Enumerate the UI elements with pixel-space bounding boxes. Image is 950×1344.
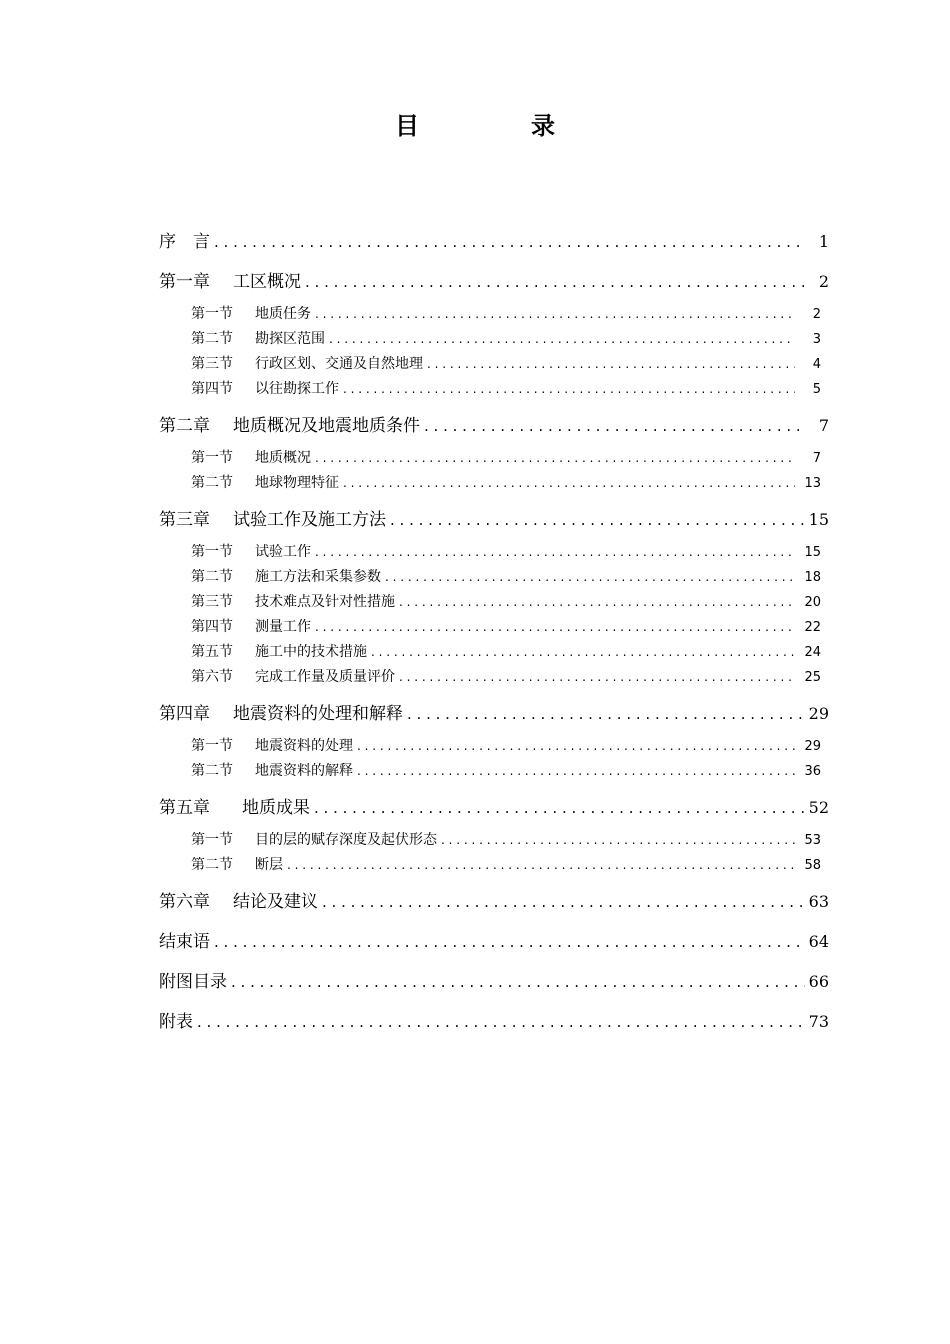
toc-entry-label [191,377,339,402]
toc-entry-section-3-3[interactable] [159,590,829,615]
dot-leader [399,590,795,615]
toc-entry-page: 52 [808,798,829,817]
toc-entry-label [191,471,339,496]
toc-entry-page: 15 [808,510,829,529]
toc-entry-label [191,565,381,590]
toc-entry-section-5-1[interactable] [159,828,829,853]
toc-entry-page: 63 [808,892,829,911]
toc-entry-page: 29 [804,739,821,754]
dot-leader [197,1002,805,1042]
toc-entry-title: 地震资料的处理和解释 [233,704,403,724]
toc-entry-number: 序 言 [159,232,210,252]
toc-entry-title: 工区概况 [233,272,301,292]
toc-entry-number: 第二节 [191,857,233,873]
dot-leader [214,922,805,962]
toc-entry-page: 29 [808,704,829,723]
toc-entry-label [191,853,283,878]
toc-entry-page: 58 [804,858,821,873]
toc-entry-section-1-2[interactable] [159,327,829,352]
toc-entry-page: 7 [812,451,821,466]
toc-entry-section-3-1[interactable] [159,540,829,565]
toc-entry-number: 第一节 [191,450,233,466]
toc-entry-number: 第二节 [191,331,233,347]
toc-entry-title: 地质概况及地震地质条件 [233,416,420,436]
toc-entry-page: 36 [804,764,821,779]
toc-entry-page: 25 [804,670,821,685]
toc-entry-title: 地质任务 [255,306,311,322]
toc-entry-label [191,540,311,565]
toc-entry-number: 第四节 [191,381,233,397]
toc-entry-appendix-tables[interactable] [159,1002,829,1042]
toc-entry-title: 地球物理特征 [255,475,339,491]
toc-entry-chapter-2[interactable] [159,406,829,446]
toc-entry-label [191,446,311,471]
toc-entry-section-1-3[interactable] [159,352,829,377]
toc-entry-section-3-6[interactable] [159,665,829,690]
toc-entry-page: 24 [804,645,821,660]
dot-leader [399,665,795,690]
dot-leader [357,734,795,759]
toc-entry-section-1-4[interactable] [159,377,829,402]
toc-entry-page: 64 [808,932,829,951]
toc-entry-section-2-2[interactable] [159,471,829,496]
toc-entry-title: 勘探区范围 [255,331,325,347]
toc-entry-page: 4 [812,357,821,372]
toc-entry-number: 第二节 [191,569,233,585]
dot-leader [305,262,805,302]
toc-entry-number: 第三章 [159,510,210,530]
dot-leader [390,500,805,540]
toc-entry-page: 73 [808,1012,829,1031]
toc-entry-page: 18 [804,570,821,585]
dot-leader [424,406,805,446]
toc-entry-number: 第三节 [191,356,233,372]
toc-entry-label [191,327,325,352]
toc-entry-title: 结论及建议 [233,892,318,912]
dot-leader [441,828,795,853]
toc-entry-page: 66 [808,972,829,991]
toc-entry-title: 地震资料的处理 [255,738,353,754]
dot-leader [343,471,795,496]
toc-entry-number: 第五章 [159,798,210,818]
toc-entry-label [191,352,423,377]
toc-entry-page: 13 [804,476,821,491]
dot-leader [315,540,795,565]
toc-entry-number: 第四节 [191,619,233,635]
toc-entry-title: 地质概况 [255,450,311,466]
toc-entry-title: 地质成果 [242,798,310,818]
dot-leader [329,327,795,352]
toc-entry-chapter-1[interactable] [159,262,829,302]
toc-entry-label [159,262,301,302]
toc-entry-number: 第二章 [159,416,210,436]
toc-entry-label [159,922,210,962]
toc-entry-label [159,222,210,262]
toc-entry-section-2-1[interactable] [159,446,829,471]
toc-entry-number: 第三节 [191,594,233,610]
dot-leader [315,615,795,640]
dot-leader [371,640,795,665]
toc-entry-page: 3 [812,332,821,347]
dot-leader [214,222,805,262]
toc-entry-page: 53 [804,833,821,848]
toc-entry-number: 第一节 [191,544,233,560]
toc-entry-section-3-2[interactable] [159,565,829,590]
toc-entry-title: 试验工作及施工方法 [233,510,386,530]
dot-leader [427,352,795,377]
toc-entry-label [191,665,395,690]
dot-leader [315,302,795,327]
toc-entry-preface[interactable] [159,222,829,262]
toc-entry-label [191,302,311,327]
toc-entry-number: 第一章 [159,272,210,292]
toc-entry-label [191,734,353,759]
toc-entry-title: 施工方法和采集参数 [255,569,381,585]
toc-entry-page: 1 [818,232,829,251]
toc-entry-number: 第六节 [191,669,233,685]
page-title: 目 录 [395,112,599,140]
toc-entry-number: 结束语 [159,932,210,952]
toc-entry-label [191,759,353,784]
dot-leader [287,853,795,878]
toc-entry-label [159,962,227,1002]
toc-entry-page: 2 [812,307,821,322]
toc-entry-number: 第一节 [191,832,233,848]
toc-entry-page: 7 [818,416,829,435]
toc-entry-number: 第二节 [191,763,233,779]
toc-entry-page: 15 [804,545,821,560]
toc-entry-chapter-5[interactable] [159,788,829,828]
toc-entry-title: 试验工作 [255,544,311,560]
toc-entry-page: 22 [804,620,821,635]
toc-entry-section-1-1[interactable] [159,302,829,327]
toc-entry-number: 第四章 [159,704,210,724]
toc-entry-label [159,406,420,446]
toc-entry-label [159,500,386,540]
toc-entry-page: 2 [818,272,829,291]
toc-entry-title: 施工中的技术措施 [255,644,367,660]
dot-leader [357,759,795,784]
toc-entry-label [191,590,395,615]
toc-entry-title: 技术难点及针对性措施 [255,594,395,610]
toc-entry-chapter-6[interactable] [159,882,829,922]
toc-entry-label [159,882,318,922]
toc-entry-number: 第一节 [191,738,233,754]
toc-entry-figure-list[interactable] [159,962,829,1002]
toc-entry-label [159,788,310,828]
toc-entry-section-5-2[interactable] [159,853,829,878]
toc-entry-number: 附表 [159,1012,193,1032]
toc-entry-number: 第五节 [191,644,233,660]
toc-entry-label [159,1002,193,1042]
dot-leader [315,446,795,471]
dot-leader [322,882,805,922]
toc-entry-page: 5 [812,382,821,397]
toc-entry-section-4-1[interactable] [159,734,829,759]
toc-entry-number: 附图目录 [159,972,227,992]
toc-entry-chapter-3[interactable] [159,500,829,540]
toc-entry-closing[interactable] [159,922,829,962]
toc-entry-title: 地震资料的解释 [255,763,353,779]
dot-leader [231,962,805,1002]
dot-leader [385,565,795,590]
toc-entry-label [191,640,367,665]
toc-entry-number: 第一节 [191,306,233,322]
toc-entry-section-3-5[interactable] [159,640,829,665]
toc-entry-page: 20 [804,595,821,610]
toc-entry-label [159,694,403,734]
toc-entry-title: 行政区划、交通及自然地理 [255,356,423,372]
dot-leader [343,377,795,402]
toc-entry-label [191,615,311,640]
toc-entry-section-3-4[interactable] [159,615,829,640]
toc-entry-title: 目的层的赋存深度及起伏形态 [255,832,437,848]
table-of-contents [159,222,829,1042]
toc-entry-number: 第二节 [191,475,233,491]
toc-entry-title: 以往勘探工作 [255,381,339,397]
toc-entry-title: 完成工作量及质量评价 [255,669,395,685]
dot-leader [314,788,805,828]
dot-leader [407,694,805,734]
toc-entry-title: 测量工作 [255,619,311,635]
toc-entry-chapter-4[interactable] [159,694,829,734]
toc-entry-number: 第六章 [159,892,210,912]
toc-entry-label [191,828,437,853]
toc-entry-section-4-2[interactable] [159,759,829,784]
toc-entry-title: 断层 [255,857,283,873]
